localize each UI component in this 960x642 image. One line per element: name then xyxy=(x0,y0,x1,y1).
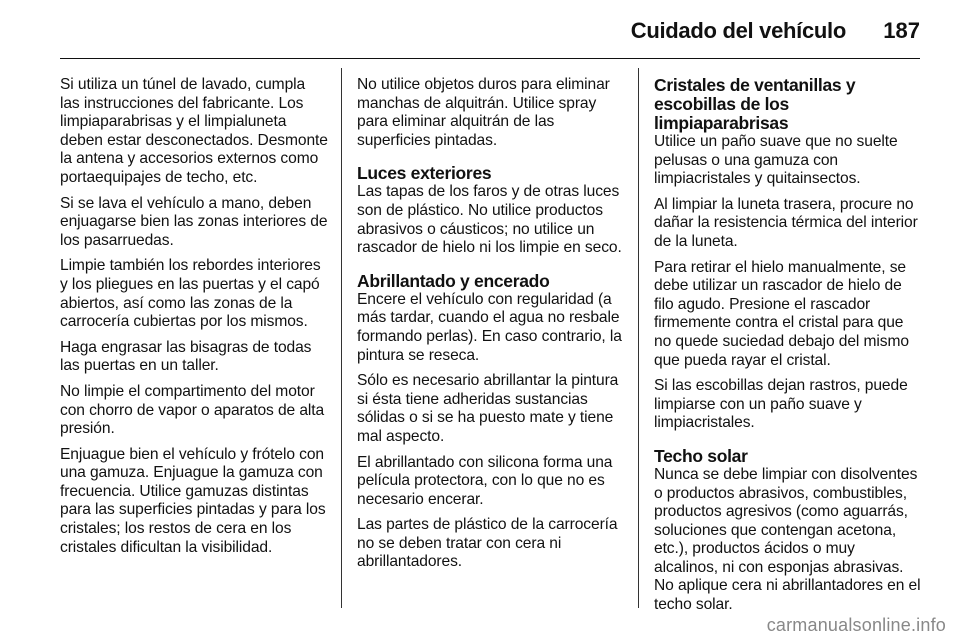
text-column-1 xyxy=(60,76,328,564)
body-paragraph: Para retirar el hielo manualmente, se debe utilizar un rascador de hielo de filo agudo. Presione el rascador firmemente contra el cristal para que no quede suciedad debajo del mismo que pueda rayar el cristal. xyxy=(654,258,909,369)
text-section xyxy=(60,76,328,557)
page-header xyxy=(60,18,920,59)
text-section xyxy=(357,164,625,257)
body-paragraph: Si las escobillas dejan rastros, puede limpiarse con un paño suave y limpiacristales. xyxy=(654,377,908,432)
body-paragraph: Las tapas de los faros y de otras luces son de plástico. No utilice productos abrasivos o cáusticos; no utilice un rascador de hielo ni los limpie en seco. xyxy=(357,183,622,257)
body-paragraph: Encere el vehículo con regularidad (a más tardar, cuando el agua no resbale formando perlas). En caso contrario, la pintura se reseca. xyxy=(357,290,622,364)
section-heading: Cristales de ventanillas y escobillas de los limpiaparabrisas xyxy=(654,75,856,133)
text-section xyxy=(357,272,625,572)
body-paragraph: Las partes de plástico de la carrocería no se deben tratar con cera ni abrillantadores. xyxy=(357,516,618,571)
text-section xyxy=(654,447,922,615)
text-section xyxy=(357,76,625,150)
section-heading: Abrillantado y encerado xyxy=(357,270,550,291)
column-divider xyxy=(341,68,342,608)
column-divider xyxy=(638,68,639,608)
body-paragraph: Sólo es necesario abrillantar la pintura si ésta tiene adheridas sustancias sólidas o si se ha puesto mate y tiene mal aspecto. xyxy=(357,372,619,445)
body-paragraph: El abrillantado con silicona forma una película protectora, con lo que no es necesario encerar. xyxy=(357,453,613,508)
body-paragraph: Si utiliza un túnel de lavado, cumpla las instrucciones del fabricante. Los limpiaparabrisas y el limpialuneta deben estar desconectados. Desmonte la antena y accesorios externos como portaequipajes de techo, etc. xyxy=(60,76,328,186)
chapter-title: Cuidado del vehículo xyxy=(630,18,846,43)
body-paragraph: No utilice objetos duros para eliminar manchas de alquitrán. Utilice spray para eliminar alquitrán de las superficies pintadas. xyxy=(357,76,610,149)
body-paragraph: Utilice un paño suave que no suelte pelusas o una gamuza con limpiacristales y quitainsectos. xyxy=(654,133,898,188)
page-number: 187 xyxy=(883,18,920,43)
section-heading: Luces exteriores xyxy=(357,163,492,184)
body-paragraph: Al limpiar la luneta trasera, procure no dañar la resistencia térmica del interior de la luneta. xyxy=(654,195,918,250)
body-paragraph: No limpie el compartimento del motor con chorro de vapor o aparatos de alta presión. xyxy=(60,382,325,438)
text-section xyxy=(654,76,922,433)
body-paragraph: Enjuague bien el vehículo y frótelo con una gamuza. Enjuague la gamuza con frecuencia. Utilice gamuzas distintas para las superficies pintadas y para los cristales; los restos de cera en los cristales dificultan la visibilidad. xyxy=(60,445,326,556)
text-column-3 xyxy=(654,76,922,622)
section-heading: Techo solar xyxy=(654,445,748,466)
text-column-2 xyxy=(357,76,625,579)
body-paragraph: Haga engrasar las bisagras de todas las puertas en un taller. xyxy=(60,338,312,375)
watermark-text: carmanualsonline.info xyxy=(766,615,946,635)
body-paragraph: Nunca se debe limpiar con disolventes o productos abrasivos, combustibles, productos agresivos (como aguarrás, soluciones que contengan acetona, etc.), productos ácidos o muy alcalinos, ni con esponjas abrasivas. No aplique cera ni abrillantadores en el techo solar. xyxy=(654,465,921,614)
body-paragraph: Limpie también los rebordes interiores y los pliegues en las puertas y el capó abiertos, así como las zonas de la carrocería cubiertas por los mismos. xyxy=(60,257,321,331)
body-paragraph: Si se lava el vehículo a mano, deben enjuagarse bien las zonas interiores de los pasarruedas. xyxy=(60,194,328,249)
